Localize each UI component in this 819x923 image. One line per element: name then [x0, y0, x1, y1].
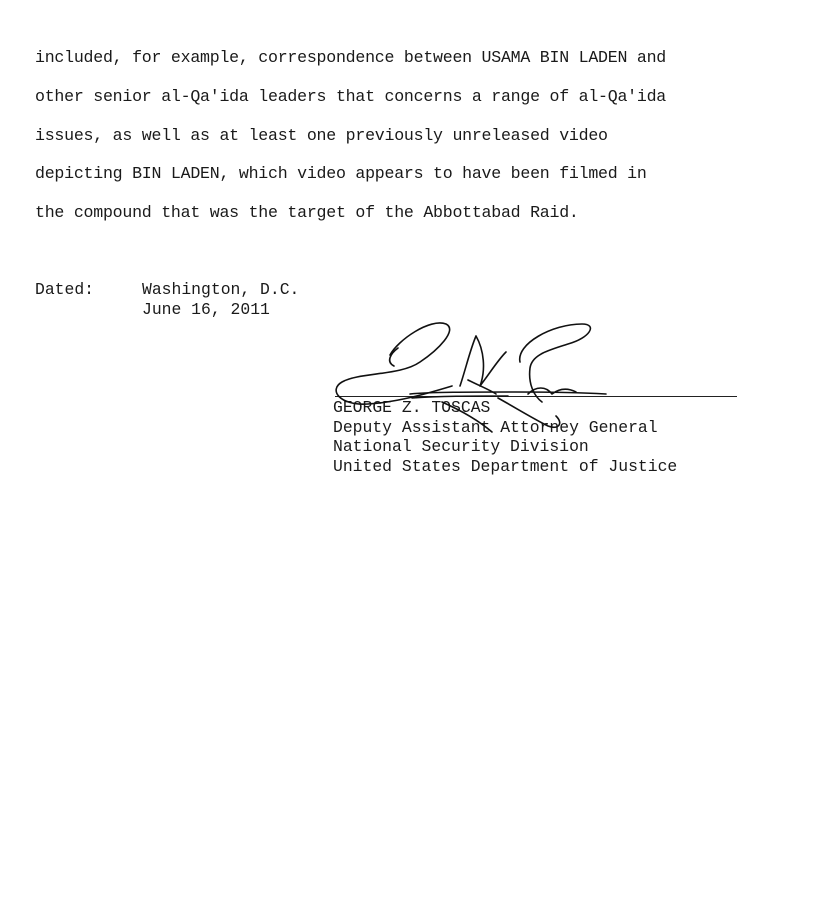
- body-line: the compound that was the target of the Abbottabad Raid.: [35, 203, 579, 223]
- dated-place: Washington, D.C.: [142, 280, 300, 299]
- signer-block: [333, 398, 677, 476]
- body-line: depicting BIN LADEN, which video appears to have been filmed in: [35, 164, 647, 184]
- body-line: issues, as well as at least one previously unreleased video: [35, 125, 608, 145]
- body-line: included, for example, correspondence between USAMA BIN LADEN and: [35, 48, 667, 67]
- signer-department: United States Department of Justice: [333, 456, 678, 476]
- dated-label: Dated:: [35, 280, 95, 299]
- signer-name: GEORGE Z. TOSCAS: [333, 398, 491, 417]
- dated-date: June 16, 2011: [142, 299, 270, 319]
- body-paragraph: [35, 44, 795, 238]
- body-line: other senior al-Qa'ida leaders that concerns a range of al-Qa'ida: [35, 86, 667, 106]
- signature-line: [335, 396, 737, 397]
- signer-division: National Security Division: [333, 437, 589, 456]
- signer-title: Deputy Assistant Attorney General: [333, 417, 658, 437]
